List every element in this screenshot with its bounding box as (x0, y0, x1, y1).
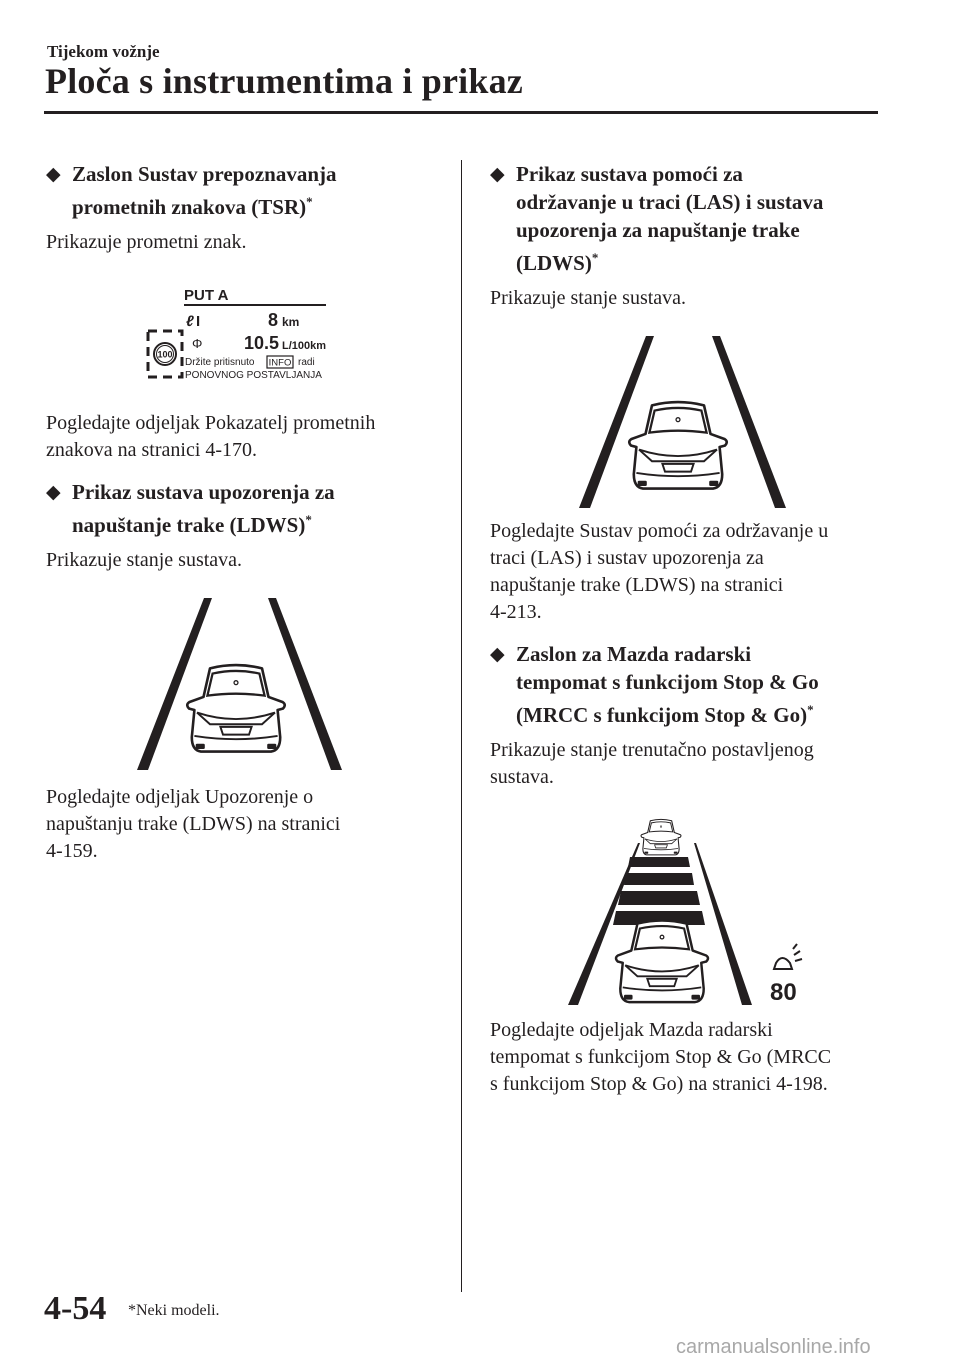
footnote: *Neki modeli. (128, 1302, 220, 1319)
diamond-bullet-icon: ◆ (490, 643, 505, 665)
mrcc-display-figure (490, 817, 878, 1007)
las-heading (490, 160, 878, 277)
tsr-heading-line1: Zaslon Sustav prepoznavanja (72, 162, 337, 186)
tsr-heading-line2: prometnih znakova (TSR) (72, 195, 307, 219)
ldws-heading-line1: Prikaz sustava upozorenja za (72, 480, 335, 504)
ldws-heading (46, 478, 434, 539)
section-label: Tijekom vožnje (47, 42, 160, 61)
trip-label: PUT A (184, 287, 229, 304)
mrcc-reference: Pogledajte odjeljak Mazda radarski tempomat s funkcijom Stop & Go (MRCC s funkcijom Stop & Go) na stranici 4-198. (490, 1019, 832, 1095)
page-title: Ploča s instrumentima i prikaz (45, 61, 523, 101)
tsr-reference: Pogledajte odjeljak Pokazatelj prometnih znakova na stranici 4-170. (46, 412, 376, 461)
average-consumption-icon: Φ (192, 336, 203, 351)
speed-sign-value: 100 (157, 349, 173, 360)
ldws-heading-line2: napuštanje trake (LDWS) (72, 513, 306, 537)
mrcc-heading (490, 640, 878, 729)
asterisk-mark: * (305, 512, 312, 527)
asterisk-mark: * (807, 702, 814, 717)
radar-cruise-icon (774, 944, 802, 969)
speed-limit-sign-icon (154, 343, 176, 365)
ldws-lane-figure (46, 594, 434, 770)
las-heading-line3: upozorenja za napuštanje trake (516, 218, 800, 242)
page-number: 4-54 (44, 1290, 107, 1327)
diamond-bullet-icon: ◆ (46, 163, 61, 185)
distance-value: 8 (268, 310, 279, 330)
las-description: Prikazuje stanje sustava. (490, 287, 687, 309)
info-button-label: INFO (268, 357, 292, 369)
tsr-heading (46, 160, 434, 221)
following-distance-bars (613, 857, 705, 925)
vehicle-rear-icon (187, 665, 285, 751)
mrcc-description: Prikazuje stanje trenutačno postavljenog sustava. (490, 739, 814, 788)
right-column (490, 160, 878, 1098)
las-heading-line1: Prikaz sustava pomoći za (516, 162, 743, 186)
left-column (46, 160, 434, 865)
consumption-unit: L/100km (282, 340, 327, 352)
consumption-value: 10.5 (244, 333, 280, 353)
ldws-description: Prikazuje stanje sustava. (46, 549, 243, 571)
preceding-vehicle-icon (641, 819, 681, 854)
fuel-range-icon: ℓ (186, 313, 194, 330)
vehicle-rear-icon (629, 402, 727, 488)
svg-text:I: I (196, 313, 201, 330)
las-reference: Pogledajte Sustav pomoći za održavanje u traci (LAS) i sustav upozorenja za napuštanje trake (LDWS) na stranici 4-213. (490, 520, 829, 623)
asterisk-mark: * (591, 250, 599, 265)
mrcc-heading-line3: (MRCC s funkcijom Stop & Go) (516, 703, 808, 727)
hold-instruction-suffix: radi (298, 357, 315, 368)
hold-instruction: Držite pritisnuto (185, 357, 255, 368)
distance-unit: km (282, 315, 300, 329)
mrcc-heading-line2: tempomat s funkcijom Stop & Go (516, 670, 819, 694)
las-lane-figure (490, 332, 878, 508)
tsr-display-figure (46, 282, 434, 388)
mrcc-heading-line1: Zaslon za Mazda radarski (516, 642, 752, 666)
right-lane-line (712, 336, 786, 508)
diamond-bullet-icon: ◆ (46, 481, 61, 503)
title-divider (44, 111, 878, 114)
set-speed-value: 80 (770, 979, 797, 1006)
asterisk-mark: * (306, 194, 313, 209)
reset-instruction: PONOVNOG POSTAVLJANJA (185, 370, 322, 381)
own-vehicle-icon (616, 921, 708, 1003)
column-divider (461, 160, 462, 1292)
diamond-bullet-icon: ◆ (490, 163, 505, 185)
watermark-text: carmanualsonline.info (676, 1336, 871, 1358)
las-heading-line2: održavanje u traci (LAS) i sustava (516, 190, 824, 214)
ldws-reference: Pogledajte odjeljak Upozorenje o napuštanju trake (LDWS) na stranici 4-159. (46, 786, 341, 862)
tsr-description: Prikazuje prometni znak. (46, 231, 247, 253)
las-heading-line4: (LDWS) (516, 251, 592, 275)
